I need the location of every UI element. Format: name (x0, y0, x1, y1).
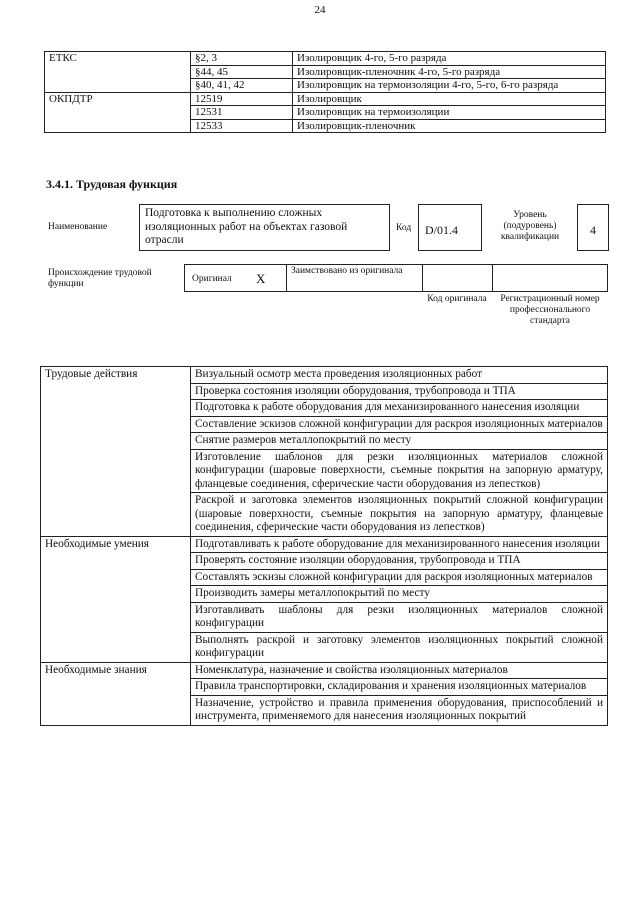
original-mark: X (256, 271, 266, 286)
function-code-box (418, 204, 482, 251)
function-name-box (139, 204, 390, 251)
origin-label: Происхождение трудовой функции (48, 268, 152, 289)
item-cell: Правила транспортировки, складирования и хранения изоляционных материалов (191, 679, 608, 696)
system-cell: ЕТКС (45, 52, 191, 93)
reg-number-caption: Регистрационный номер профессионального стандарта (500, 294, 600, 326)
item-cell: Проверять состояние изоляции оборудования, трубопровода и ТПА (191, 553, 608, 570)
borrowed-label: Заимствовано из оригинала (291, 266, 403, 276)
name-label: Наименование (48, 222, 108, 232)
item-cell: Раскрой и заготовка элементов изоляционных покрытий сложной конфигурации (шаровые поверхности, съемные покрытия на запорную арматуру, фланцевые соединения, сферические части оборудования из лепестков) (191, 493, 608, 537)
table-row (45, 92, 606, 106)
item-cell: Подготавливать к работе оборудование для механизированного нанесения изоляции (191, 536, 608, 553)
code-cell: 12533 (191, 119, 293, 133)
code-cell: 12519 (191, 92, 293, 106)
name-cell: Изолировщик на термоизоляции (293, 106, 606, 120)
item-cell: Снятие размеров металлопокрытий по месту (191, 433, 608, 450)
code-cell: §40, 41, 42 (191, 79, 293, 93)
item-cell: Визуальный осмотр места проведения изоляционных работ (191, 367, 608, 384)
level-value: 4 (590, 223, 596, 237)
classification-table (44, 51, 606, 133)
item-cell: Подготовка к работе оборудования для механизированного нанесения изоляции (191, 400, 608, 417)
code-cell: 12531 (191, 106, 293, 120)
level-label: Уровень (подуровень) квалификации (500, 210, 560, 242)
code-label: Код (396, 223, 412, 233)
section-title: 3.4.1. Трудовая функция (46, 177, 178, 191)
item-cell: Выполнять раскрой и заготовку элементов изоляционных покрытий сложной конфигурации (191, 632, 608, 662)
table-row (45, 52, 606, 66)
item-cell: Производить замеры металлопокрытий по месту (191, 586, 608, 603)
item-cell: Составление эскизов сложной конфигурации для раскроя изоляционных материалов (191, 416, 608, 433)
table-row (41, 367, 608, 384)
function-table (40, 366, 608, 726)
name-cell: Изолировщик-пленочник (293, 119, 606, 133)
item-cell: Составлять эскизы сложной конфигурации для раскроя изоляционных материалов (191, 569, 608, 586)
divider (422, 264, 423, 292)
system-cell: ОКПДТР (45, 92, 191, 133)
original-cell (184, 264, 287, 292)
item-cell: Изготовление шаблонов для резки изоляционных материалов сложной конфигурации (шаровые поверхности, съемные покрытия на запорную арматуру, фланцевые соединения, сферические части оборудования из лепестков) (191, 449, 608, 493)
function-name: Подготовка к выполнению сложных изоляционных работ на объектах газовой отрасли (145, 207, 348, 246)
table-row (41, 662, 608, 679)
page-number: 24 (314, 4, 326, 16)
item-cell: Назначение, устройство и правила применения оборудования, приспособлений и инструмента, применяемого для нанесения изоляционных покрытий (191, 695, 608, 725)
level-box (577, 204, 609, 251)
function-code: D/01.4 (425, 223, 458, 237)
code-cell: §44, 45 (191, 65, 293, 79)
category-cell: Трудовые действия (41, 367, 191, 537)
code-cell: §2, 3 (191, 52, 293, 66)
divider (492, 264, 493, 292)
table-row (41, 536, 608, 553)
item-cell: Номенклатура, назначение и свойства изоляционных материалов (191, 662, 608, 679)
name-cell: Изолировщик 4-го, 5-го разряда (293, 52, 606, 66)
name-cell: Изолировщик на термоизоляции 4-го, 5-го, 6-го разряда (293, 79, 606, 93)
original-label: Оригинал (192, 274, 232, 284)
code-original-caption: Код оригинала (427, 294, 487, 304)
category-cell: Необходимые умения (41, 536, 191, 662)
item-cell: Изготавливать шаблоны для резки изоляционных материалов сложной конфигурации (191, 602, 608, 632)
name-cell: Изолировщик-пленочник 4-го, 5-го разряда (293, 65, 606, 79)
item-cell: Проверка состояния изоляции оборудования, трубопровода и ТПА (191, 383, 608, 400)
category-cell: Необходимые знания (41, 662, 191, 725)
name-cell: Изолировщик (293, 92, 606, 106)
